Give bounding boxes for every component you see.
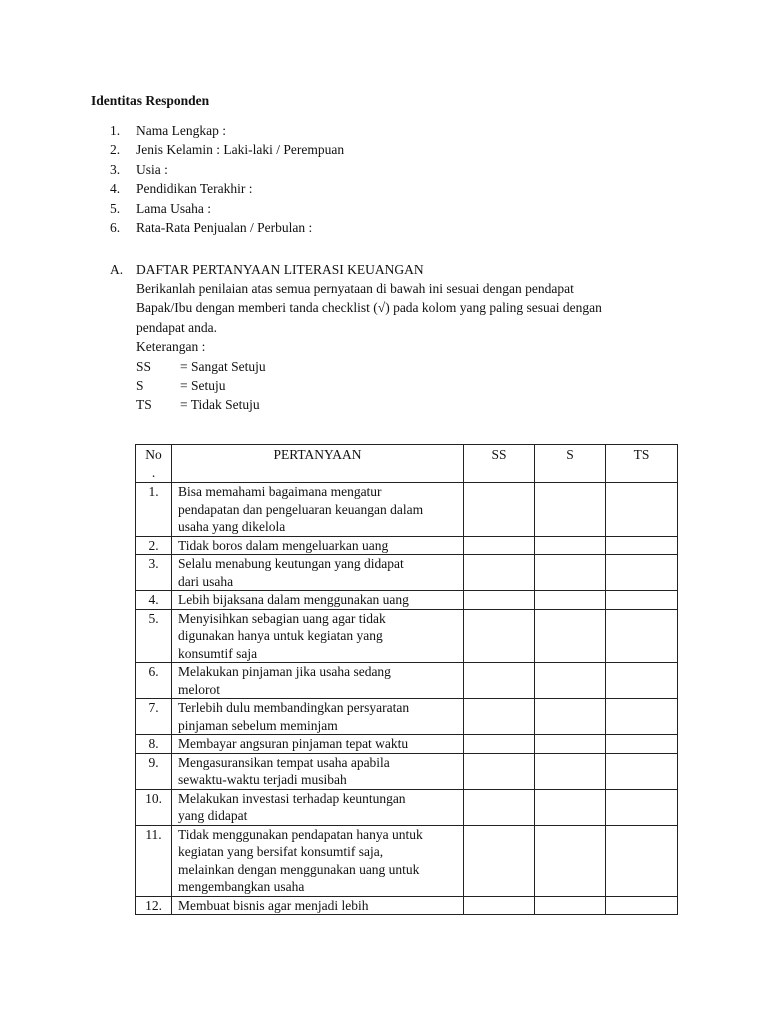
question-line: pendapatan dan pengeluaran keuangan dalam — [178, 501, 424, 517]
answer-cell-ss[interactable] — [464, 735, 535, 754]
question-line: sewaktu-waktu terjadi musibah — [178, 772, 347, 787]
question-line: Membayar angsuran pinjaman tepat waktu — [178, 736, 409, 751]
item-number: 2. — [110, 142, 121, 158]
answer-cell-ss[interactable] — [464, 663, 535, 699]
row-number: 9. — [136, 753, 172, 789]
question-line: Melakukan pinjaman jika usaha sedang — [178, 664, 391, 679]
answer-cell-ts[interactable] — [606, 753, 678, 789]
instruction-line: pendapat anda. — [136, 319, 217, 335]
answer-cell-ss[interactable] — [464, 555, 535, 591]
question-line: melorot — [178, 681, 220, 697]
answer-cell-s[interactable] — [535, 896, 606, 915]
question-line: dari usaha — [178, 573, 234, 589]
table-row — [136, 536, 678, 555]
header-ss: SS — [464, 445, 535, 483]
question-table — [135, 444, 678, 915]
question-line: Lebih bijaksana dalam menggunakan uang — [178, 592, 409, 607]
answer-cell-s[interactable] — [535, 735, 606, 754]
question-text — [172, 699, 464, 735]
answer-cell-ss[interactable] — [464, 591, 535, 610]
row-number: 3. — [136, 555, 172, 591]
question-line: Tidak menggunakan pendapatan hanya untuk — [178, 826, 423, 842]
answer-cell-ts[interactable] — [606, 663, 678, 699]
question-line: kegiatan yang bersifat konsumtif saja, — [178, 844, 384, 859]
question-line: Mengasuransikan tempat usaha apabila — [178, 754, 390, 770]
table-row — [136, 609, 678, 663]
header-no — [136, 445, 172, 483]
header-ts: TS — [606, 445, 678, 483]
answer-cell-ts[interactable] — [606, 789, 678, 825]
question-text — [172, 753, 464, 789]
table-row — [136, 663, 678, 699]
answer-cell-s[interactable] — [535, 591, 606, 610]
answer-cell-ss[interactable] — [464, 789, 535, 825]
section-letter: A. — [110, 262, 124, 277]
row-number: 7. — [136, 699, 172, 735]
item-label: Nama Lengkap : — [136, 123, 226, 138]
table-row — [136, 483, 678, 537]
question-line: melainkan dengan menggunakan uang untuk — [178, 861, 420, 877]
question-text — [172, 789, 464, 825]
row-number: 11. — [136, 825, 172, 896]
legend-code: SS — [136, 358, 152, 374]
answer-cell-s[interactable] — [535, 609, 606, 663]
answer-cell-ss[interactable] — [464, 896, 535, 915]
question-line: Melakukan investasi terhadap keuntungan — [178, 790, 406, 806]
instruction-line: Bapak/Ibu dengan memberi tanda checklist (√) pada kolom yang paling sesuai dengan — [136, 300, 602, 316]
answer-cell-ts[interactable] — [606, 609, 678, 663]
answer-cell-ts[interactable] — [606, 699, 678, 735]
question-text — [172, 591, 464, 610]
row-number: 5. — [136, 609, 172, 663]
item-number: 1. — [110, 123, 121, 138]
item-number: 3. — [110, 161, 121, 177]
table-header-row — [136, 445, 678, 483]
item-number: 6. — [110, 219, 121, 235]
legend-row — [136, 376, 676, 395]
question-text — [172, 483, 464, 537]
answer-cell-ts[interactable] — [606, 735, 678, 754]
respondent-item — [110, 121, 344, 140]
instruction-line: Berikanlah penilaian atas semua pernyataan di bawah ini sesuai dengan pendapat — [136, 281, 574, 296]
respondent-item — [110, 218, 344, 237]
answer-cell-s[interactable] — [535, 753, 606, 789]
question-text — [172, 555, 464, 591]
legend-desc: = Sangat Setuju — [180, 358, 266, 374]
header-question: PERTANYAAN — [172, 445, 464, 483]
item-label: Pendidikan Terakhir : — [136, 181, 253, 197]
item-label: Jenis Kelamin : Laki-laki / Perempuan — [136, 142, 345, 158]
table-row — [136, 555, 678, 591]
answer-cell-ss[interactable] — [464, 609, 535, 663]
item-label: Usia : — [136, 161, 168, 177]
question-text — [172, 663, 464, 699]
question-text — [172, 536, 464, 555]
legend-row — [136, 395, 676, 414]
table-row — [136, 896, 678, 915]
answer-cell-s[interactable] — [535, 663, 606, 699]
instructions — [136, 279, 676, 415]
row-number: 8. — [136, 735, 172, 754]
answer-cell-ts[interactable] — [606, 555, 678, 591]
header-s: S — [535, 445, 606, 483]
answer-cell-ss[interactable] — [464, 699, 535, 735]
question-line: konsumtif saja — [178, 645, 258, 661]
answer-cell-s[interactable] — [535, 483, 606, 537]
row-number: 6. — [136, 663, 172, 699]
answer-cell-s[interactable] — [535, 699, 606, 735]
row-number: 2. — [136, 536, 172, 555]
question-text — [172, 735, 464, 754]
row-number: 10. — [136, 789, 172, 825]
item-label: Lama Usaha : — [136, 200, 211, 216]
answer-cell-ss[interactable] — [464, 483, 535, 537]
question-line: mengembangkan usaha — [178, 879, 305, 894]
question-text — [172, 825, 464, 896]
item-label: Rata-Rata Penjualan / Perbulan : — [136, 219, 313, 235]
table-row — [136, 753, 678, 789]
answer-cell-ts[interactable] — [606, 825, 678, 896]
table-row — [136, 591, 678, 610]
item-number: 4. — [110, 181, 121, 197]
row-number: 12. — [136, 896, 172, 915]
legend-code: TS — [136, 397, 152, 413]
table-row — [136, 825, 678, 896]
keterangan-label: Keterangan : — [136, 339, 206, 355]
question-line: Menyisihkan sebagian uang agar tidak — [178, 610, 386, 626]
answer-cell-ts[interactable] — [606, 483, 678, 537]
item-number: 5. — [110, 200, 121, 216]
question-line: Bisa memahami bagaimana mengatur — [178, 484, 382, 499]
section-title: DAFTAR PERTANYAAN LITERASI KEUANGAN — [136, 262, 424, 277]
answer-cell-ss[interactable] — [464, 753, 535, 789]
answer-cell-ts[interactable] — [606, 896, 678, 915]
question-rows — [136, 483, 678, 915]
question-line: Selalu menabung keutungan yang didapat — [178, 556, 404, 571]
answer-cell-ss[interactable] — [464, 536, 535, 555]
answer-cell-ts[interactable] — [606, 536, 678, 555]
answer-cell-s[interactable] — [535, 789, 606, 825]
header-no-text: No — [145, 447, 162, 462]
answer-cell-s[interactable] — [535, 555, 606, 591]
question-line: digunakan hanya untuk kegiatan yang — [178, 628, 383, 643]
legend-code: S — [136, 378, 144, 394]
question-line: usaha yang dikelola — [178, 519, 286, 534]
respondent-heading: Identitas Responden — [91, 93, 210, 108]
answer-cell-s[interactable] — [535, 536, 606, 555]
section-a-title — [110, 260, 424, 279]
legend-desc: = Tidak Setuju — [180, 397, 260, 413]
legend-row — [136, 357, 676, 376]
answer-cell-ss[interactable] — [464, 825, 535, 896]
answer-cell-ts[interactable] — [606, 591, 678, 610]
row-number: 4. — [136, 591, 172, 610]
table-row — [136, 699, 678, 735]
respondent-item — [110, 140, 344, 159]
answer-cell-s[interactable] — [535, 825, 606, 896]
question-line: Tidak boros dalam mengeluarkan uang — [178, 537, 389, 553]
table-row — [136, 789, 678, 825]
question-line: Terlebih dulu membandingkan persyaratan — [178, 700, 410, 715]
question-line: yang didapat — [178, 808, 248, 823]
respondent-item — [110, 179, 344, 198]
question-text — [172, 896, 464, 915]
respondent-item — [110, 199, 344, 218]
question-line: pinjaman sebelum meminjam — [178, 717, 338, 733]
question-line: Membuat bisnis agar menjadi lebih — [178, 897, 369, 913]
header-no-dot: . — [151, 464, 156, 480]
row-number: 1. — [136, 483, 172, 537]
question-text — [172, 609, 464, 663]
legend-desc: = Setuju — [180, 378, 226, 394]
respondent-list — [110, 121, 344, 237]
respondent-item — [110, 160, 344, 179]
table-row — [136, 735, 678, 754]
